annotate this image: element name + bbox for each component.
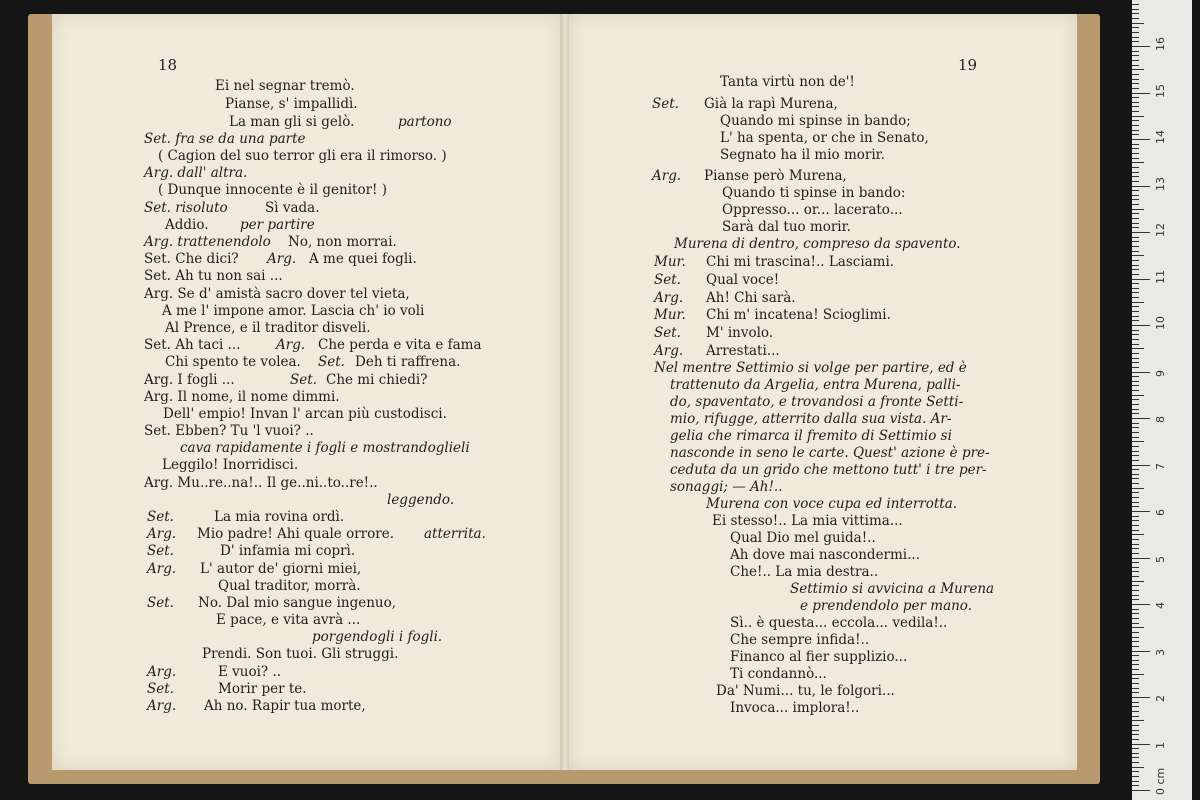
ruler-tick — [1132, 311, 1139, 312]
right-text-line: Mur. — [654, 254, 686, 270]
ruler-tick — [1132, 279, 1150, 280]
ruler-tick — [1132, 162, 1144, 163]
left-text-line: Ah no. Rapir tua morte, — [204, 698, 366, 714]
right-text-line: Murena di dentro, compreso da spavento. — [674, 236, 961, 252]
ruler-tick — [1132, 199, 1139, 200]
right-text-line: Che!.. La mia destra.. — [730, 564, 879, 580]
ruler-tick — [1132, 762, 1139, 763]
right-text-line: Sì.. è questa... eccola... vedila!.. — [730, 615, 948, 631]
ruler-tick — [1132, 483, 1139, 484]
left-text-line: A me l' impone amor. Lascia ch' io voli — [162, 303, 425, 319]
right-text-line: Già la rapì Murena, — [704, 96, 838, 112]
ruler-tick — [1132, 632, 1139, 633]
ruler-tick — [1132, 116, 1144, 117]
ruler-tick — [1132, 478, 1139, 479]
left-text-line: Set. Ah tu non sai ... — [144, 268, 283, 284]
ruler-tick — [1132, 274, 1139, 275]
left-text-line: Set. risoluto — [144, 200, 228, 216]
left-text-line: No, non morrai. — [288, 234, 397, 250]
ruler-tick — [1132, 134, 1139, 135]
ruler-tick — [1132, 376, 1139, 377]
ruler-tick — [1132, 744, 1150, 745]
ruler-tick — [1132, 427, 1139, 428]
ruler-tick — [1132, 409, 1139, 410]
ruler-tick — [1132, 609, 1139, 610]
left-text-line: Arg. — [147, 698, 177, 714]
ruler-tick — [1132, 353, 1139, 354]
right-text-line: Tanta virtù non de'! — [720, 74, 855, 90]
ruler-tick — [1132, 404, 1139, 405]
ruler-tick — [1132, 37, 1139, 38]
ruler-tick — [1132, 460, 1139, 461]
left-text-line: Arg. trattenendolo — [144, 234, 271, 250]
left-text-line: Che perda e vita e fama — [318, 337, 482, 353]
ruler-label: 15 — [1154, 83, 1167, 98]
right-text-line: Oppresso... or... lacerato... — [722, 202, 903, 218]
ruler-tick — [1132, 358, 1139, 359]
left-text-line: E pace, e vita avrà ... — [216, 612, 361, 628]
ruler-tick — [1132, 599, 1139, 600]
left-text-line: Qual traditor, morrà. — [218, 578, 361, 594]
right-text-line: gelia che rimarca il fremito di Settimio si — [670, 428, 952, 444]
ruler-tick — [1132, 539, 1139, 540]
ruler-tick — [1132, 246, 1139, 247]
ruler-tick — [1132, 660, 1139, 661]
left-text-line: per partire — [240, 217, 315, 233]
ruler-label: 0 cm — [1154, 767, 1167, 795]
ruler-tick — [1132, 241, 1139, 242]
ruler-tick — [1132, 651, 1150, 652]
ruler-tick — [1132, 730, 1139, 731]
ruler-tick — [1132, 767, 1144, 768]
ruler-tick — [1132, 106, 1139, 107]
right-text-line: Sarà dal tuo morir. — [722, 219, 851, 235]
left-text-line: Set. — [147, 595, 174, 611]
ruler-tick — [1132, 297, 1139, 298]
ruler-tick — [1132, 306, 1139, 307]
ruler-tick — [1132, 678, 1139, 679]
right-text-line: mio, rifugge, atterrito dalla sua vista. Ar- — [670, 411, 952, 427]
left-text-line: cava rapidamente i fogli e mostrandoglieli — [180, 440, 470, 456]
ruler-tick — [1132, 130, 1139, 131]
left-text-line: Arg. Il nome, il nome dimmi. — [144, 389, 340, 405]
left-text-line: leggendo. — [387, 492, 455, 508]
ruler-label: 3 — [1154, 648, 1167, 656]
ruler-tick — [1132, 618, 1139, 619]
ruler-tick — [1132, 711, 1139, 712]
ruler-tick — [1132, 655, 1139, 656]
ruler-tick — [1132, 316, 1139, 317]
ruler-tick — [1132, 79, 1139, 80]
ruler-tick — [1132, 390, 1139, 391]
left-text-line: Set. Ebben? Tu 'l vuoi? .. — [144, 423, 314, 439]
right-text-line: Murena con voce cupa ed interrotta. — [706, 496, 958, 512]
right-text-line: nasconde in seno le carte. Quest' azione è pre- — [670, 445, 990, 461]
ruler-tick — [1132, 395, 1144, 396]
ruler-tick — [1132, 381, 1139, 382]
ruler-tick — [1132, 423, 1139, 424]
ruler-tick — [1132, 288, 1139, 289]
left-text-line: partono — [398, 114, 452, 130]
ruler-tick — [1132, 688, 1139, 689]
ruler-tick — [1132, 9, 1139, 10]
ruler-tick — [1132, 176, 1139, 177]
ruler-tick — [1132, 265, 1139, 266]
right-text-line: Quando mi spinse in bando; — [720, 113, 911, 129]
right-text-line: Set. — [654, 325, 681, 341]
right-text-line: Ti condannò... — [730, 666, 827, 682]
right-text-line: Ei stesso!.. La mia vittima... — [712, 513, 903, 529]
ruler-tick — [1132, 227, 1139, 228]
ruler-tick — [1132, 674, 1144, 675]
ruler-tick — [1132, 153, 1139, 154]
right-text-line: Arg. — [654, 343, 684, 359]
right-text-line: Chi m' incatena! Scioglimi. — [706, 307, 891, 323]
ruler-tick — [1132, 65, 1139, 66]
ruler-tick — [1132, 771, 1139, 772]
right-text-line: Segnato ha il mio morir. — [720, 147, 885, 163]
ruler-tick — [1132, 451, 1139, 452]
ruler-tick — [1132, 330, 1139, 331]
right-text-line: L' ha spenta, or che in Senato, — [720, 130, 929, 146]
ruler-tick — [1132, 237, 1139, 238]
left-text-line: Morir per te. — [218, 681, 307, 697]
ruler-tick — [1132, 581, 1144, 582]
ruler-tick — [1132, 418, 1150, 419]
left-text-line: Leggilo! Inorridisci. — [162, 457, 299, 473]
ruler-tick — [1132, 292, 1139, 293]
left-text-line: Sì vada. — [265, 200, 320, 216]
ruler-tick — [1132, 144, 1139, 145]
ruler-label: 5 — [1154, 555, 1167, 563]
ruler-tick — [1132, 139, 1150, 140]
ruler-tick — [1132, 260, 1139, 261]
ruler-tick — [1132, 716, 1139, 717]
ruler-tick — [1132, 385, 1139, 386]
ruler-tick — [1132, 18, 1139, 19]
ruler-tick — [1132, 530, 1139, 531]
right-text-line: Ah dove mai nascondermi... — [730, 547, 921, 563]
measuring-ruler — [1132, 0, 1192, 800]
left-text-line: Arg. — [147, 561, 177, 577]
ruler-tick — [1132, 595, 1139, 596]
ruler-label: 11 — [1154, 269, 1167, 284]
ruler-tick — [1132, 60, 1139, 61]
ruler-tick — [1132, 567, 1139, 568]
ruler-tick — [1132, 571, 1139, 572]
ruler-tick — [1132, 692, 1139, 693]
ruler-tick — [1132, 446, 1139, 447]
left-text-line: Arg. — [267, 251, 297, 267]
right-text-line: Invoca... implora!.. — [730, 700, 860, 716]
left-text-line: Arg. — [276, 337, 306, 353]
ruler-tick — [1132, 562, 1139, 563]
ruler-tick — [1132, 437, 1139, 438]
ruler-tick — [1132, 516, 1139, 517]
ruler-tick — [1132, 283, 1139, 284]
ruler-tick — [1132, 46, 1150, 47]
ruler-tick — [1132, 534, 1144, 535]
ruler-tick — [1132, 334, 1139, 335]
ruler-label: 4 — [1154, 602, 1167, 609]
ruler-tick — [1132, 190, 1139, 191]
right-text-line: sonaggi; — Ah!.. — [670, 479, 783, 495]
ruler-tick — [1132, 302, 1144, 303]
ruler-tick — [1132, 757, 1139, 758]
ruler-tick — [1132, 506, 1139, 507]
ruler-label: 16 — [1154, 37, 1167, 51]
right-text-line: Settimio si avvicina a Murena — [790, 581, 995, 597]
ruler-tick — [1132, 544, 1139, 545]
ruler-tick — [1132, 83, 1139, 84]
left-text-line: Arg. — [147, 526, 177, 542]
left-page-number: 18 — [158, 56, 178, 74]
ruler-label: 9 — [1154, 369, 1167, 377]
ruler-tick — [1132, 213, 1139, 214]
left-text-line: Arg. Se d' amistà sacro dover tel vieta, — [144, 286, 410, 302]
ruler-label: 7 — [1154, 462, 1167, 470]
ruler-tick — [1132, 641, 1139, 642]
ruler-tick — [1132, 590, 1139, 591]
ruler-tick — [1132, 585, 1139, 586]
ruler-tick — [1132, 725, 1139, 726]
ruler-tick — [1132, 790, 1150, 791]
ruler-tick — [1132, 627, 1144, 628]
ruler-tick — [1132, 218, 1139, 219]
ruler-tick — [1132, 664, 1139, 665]
ruler-tick — [1132, 720, 1144, 721]
ruler-tick — [1132, 474, 1139, 475]
right-text-line: ceduta da un grido che mettono tutt' i tre per- — [670, 462, 987, 478]
right-page-number: 19 — [958, 56, 978, 74]
ruler-tick — [1132, 683, 1139, 684]
ruler-tick — [1132, 102, 1139, 103]
left-text-line: Arg. — [147, 664, 177, 680]
right-text-line: Arrestati... — [706, 343, 780, 359]
ruler-tick — [1132, 613, 1139, 614]
ruler-tick — [1132, 209, 1144, 210]
right-text-line: Qual voce! — [706, 272, 780, 288]
ruler-tick — [1132, 576, 1139, 577]
ruler-tick — [1132, 148, 1139, 149]
left-text-line: Mio padre! Ahi quale orrore. — [197, 526, 394, 542]
ruler-tick — [1132, 372, 1150, 373]
right-text-line: trattenuto da Argelia, entra Murena, palli- — [670, 377, 961, 393]
left-text-line: No. Dal mio sangue ingenuo, — [198, 595, 397, 611]
ruler-tick — [1132, 255, 1144, 256]
left-text-line: La mia rovina ordì. — [214, 509, 345, 525]
ruler-tick — [1132, 223, 1139, 224]
right-text-line: do, spaventato, e trovandosi a fronte Setti- — [670, 394, 964, 410]
ruler-tick — [1132, 432, 1139, 433]
right-text-line: Che sempre infida!.. — [730, 632, 870, 648]
right-text-line: Set. — [654, 272, 681, 288]
ruler-tick — [1132, 604, 1150, 605]
ruler-tick — [1132, 172, 1139, 173]
ruler-tick — [1132, 623, 1139, 624]
ruler-tick — [1132, 69, 1144, 70]
left-text-line: A me quei fogli. — [309, 251, 417, 267]
right-text-line: Da' Numi... tu, le folgori... — [716, 683, 895, 699]
right-text-line: Financo al fier supplizio... — [730, 649, 908, 665]
left-text-line: E vuoi? .. — [218, 664, 282, 680]
left-text-line: atterrita. — [424, 526, 486, 542]
ruler-tick — [1132, 367, 1139, 368]
ruler-tick — [1132, 111, 1139, 112]
right-text-line: Qual Dio mel guida!.. — [730, 530, 876, 546]
ruler-tick — [1132, 325, 1150, 326]
ruler-tick — [1132, 13, 1139, 14]
ruler-tick — [1132, 469, 1139, 470]
ruler-tick — [1132, 646, 1139, 647]
left-text-line: Addio. — [165, 217, 209, 233]
ruler-tick — [1132, 339, 1139, 340]
ruler-tick — [1132, 158, 1139, 159]
ruler-label: 12 — [1154, 223, 1167, 237]
ruler-tick — [1132, 120, 1139, 121]
ruler-tick — [1132, 702, 1139, 703]
ruler-tick — [1132, 74, 1139, 75]
left-text-line: ( Cagion del suo terror gli era il rimorso. ) — [158, 148, 447, 164]
ruler-tick — [1132, 525, 1139, 526]
ruler-tick — [1132, 497, 1139, 498]
ruler-tick — [1132, 348, 1144, 349]
right-text-line: Set. — [652, 96, 679, 112]
left-text-line: Chi spento te volea. — [165, 354, 301, 370]
ruler-label: 6 — [1154, 509, 1167, 516]
right-text-line: Ah! Chi sarà. — [706, 290, 796, 306]
ruler-tick — [1132, 734, 1139, 735]
left-text-line: L' autor de' giorni miei, — [200, 561, 362, 577]
left-text-line: Al Prence, e il traditor disveli. — [165, 320, 371, 336]
ruler-tick — [1132, 186, 1150, 187]
ruler-label: 10 — [1154, 316, 1167, 330]
left-text-line: Prendi. Son tuoi. Gli struggi. — [202, 646, 399, 662]
ruler-tick — [1132, 32, 1139, 33]
ruler-tick — [1132, 344, 1139, 345]
right-text-line: M' involo. — [706, 325, 774, 341]
ruler-tick — [1132, 97, 1139, 98]
left-text-line: Set. — [147, 681, 174, 697]
ruler-label: 13 — [1154, 176, 1167, 191]
left-text-line: Arg. dall' altra. — [144, 165, 248, 181]
ruler-tick — [1132, 125, 1139, 126]
ruler-tick — [1132, 739, 1139, 740]
right-text-line: Arg. — [654, 290, 684, 306]
ruler-tick — [1132, 548, 1139, 549]
ruler-tick — [1132, 399, 1139, 400]
right-text-line: Mur. — [654, 307, 686, 323]
left-text-line: Deh ti raffrena. — [355, 354, 461, 370]
left-text-line: Che mi chiedi? — [326, 372, 428, 388]
ruler-label: 8 — [1154, 416, 1167, 423]
left-text-line: Set. — [290, 372, 317, 388]
left-text-line: Set. — [147, 543, 174, 559]
ruler-tick — [1132, 441, 1144, 442]
left-text-line: La man gli si gelò. — [229, 114, 355, 130]
ruler-tick — [1132, 511, 1150, 512]
left-text-line: Set. — [147, 509, 174, 525]
ruler-tick — [1132, 195, 1139, 196]
ruler-tick — [1132, 362, 1139, 363]
ruler-tick — [1132, 465, 1150, 466]
ruler-tick — [1132, 167, 1139, 168]
left-text-line: porgendogli i fogli. — [312, 629, 443, 645]
left-text-line: Dell' empio! Invan l' arcan più custodisci. — [163, 406, 447, 422]
ruler-tick — [1132, 455, 1139, 456]
ruler-label: 1 — [1154, 741, 1167, 749]
ruler-tick — [1132, 748, 1139, 749]
right-text-line: Chi mi trascina!.. Lasciami. — [706, 254, 895, 270]
left-text-line: D' infamia mi coprì. — [220, 543, 356, 559]
ruler-tick — [1132, 781, 1139, 782]
ruler-tick — [1132, 55, 1139, 56]
ruler-tick — [1132, 753, 1139, 754]
ruler-tick — [1132, 413, 1139, 414]
left-text-line: Set. Ah taci ... — [144, 337, 241, 353]
right-text-line: Quando ti spinse in bando: — [722, 185, 906, 201]
ruler-tick — [1132, 697, 1150, 698]
ruler-tick — [1132, 23, 1144, 24]
ruler-tick — [1132, 637, 1139, 638]
ruler-tick — [1132, 204, 1139, 205]
ruler-tick — [1132, 776, 1139, 777]
left-text-line: Arg. Mu..re..na!.. Il ge..ni..to..re!.. — [144, 475, 378, 491]
right-text-line: e prendendolo per mano. — [800, 598, 972, 614]
ruler-tick — [1132, 492, 1139, 493]
left-text-line: Set. — [318, 354, 345, 370]
ruler-tick — [1132, 181, 1139, 182]
left-text-line: Pianse, s' impallidì. — [225, 96, 358, 112]
ruler-tick — [1132, 251, 1139, 252]
ruler-tick — [1132, 269, 1139, 270]
ruler-tick — [1132, 93, 1150, 94]
ruler-tick — [1132, 553, 1139, 554]
ruler-tick — [1132, 320, 1139, 321]
ruler-tick — [1132, 502, 1139, 503]
ruler-tick — [1132, 4, 1139, 5]
ruler-tick — [1132, 520, 1139, 521]
ruler-tick — [1132, 41, 1139, 42]
right-text-line: Pianse però Murena, — [704, 168, 847, 184]
ruler-tick — [1132, 88, 1139, 89]
ruler-tick — [1132, 785, 1139, 786]
ruler-tick — [1132, 706, 1139, 707]
ruler-tick — [1132, 488, 1144, 489]
ruler-tick — [1132, 27, 1139, 28]
right-text-line: Arg. — [652, 168, 682, 184]
left-text-line: Set. Che dici? — [144, 251, 239, 267]
ruler-label: 2 — [1154, 695, 1167, 702]
left-text-line: ( Dunque innocente è il genitor! ) — [158, 182, 388, 198]
ruler-tick — [1132, 558, 1150, 559]
right-text-line: Nel mentre Settimio si volge per partire, ed è — [654, 360, 967, 376]
left-text-line: Set. fra se da una parte — [144, 131, 306, 147]
ruler-tick — [1132, 51, 1139, 52]
ruler-tick — [1132, 232, 1150, 233]
ruler-label: 14 — [1154, 130, 1167, 144]
left-text-line: Ei nel segnar tremò. — [215, 78, 355, 94]
left-text-line: Arg. I fogli ... — [144, 372, 235, 388]
ruler-tick — [1132, 669, 1139, 670]
